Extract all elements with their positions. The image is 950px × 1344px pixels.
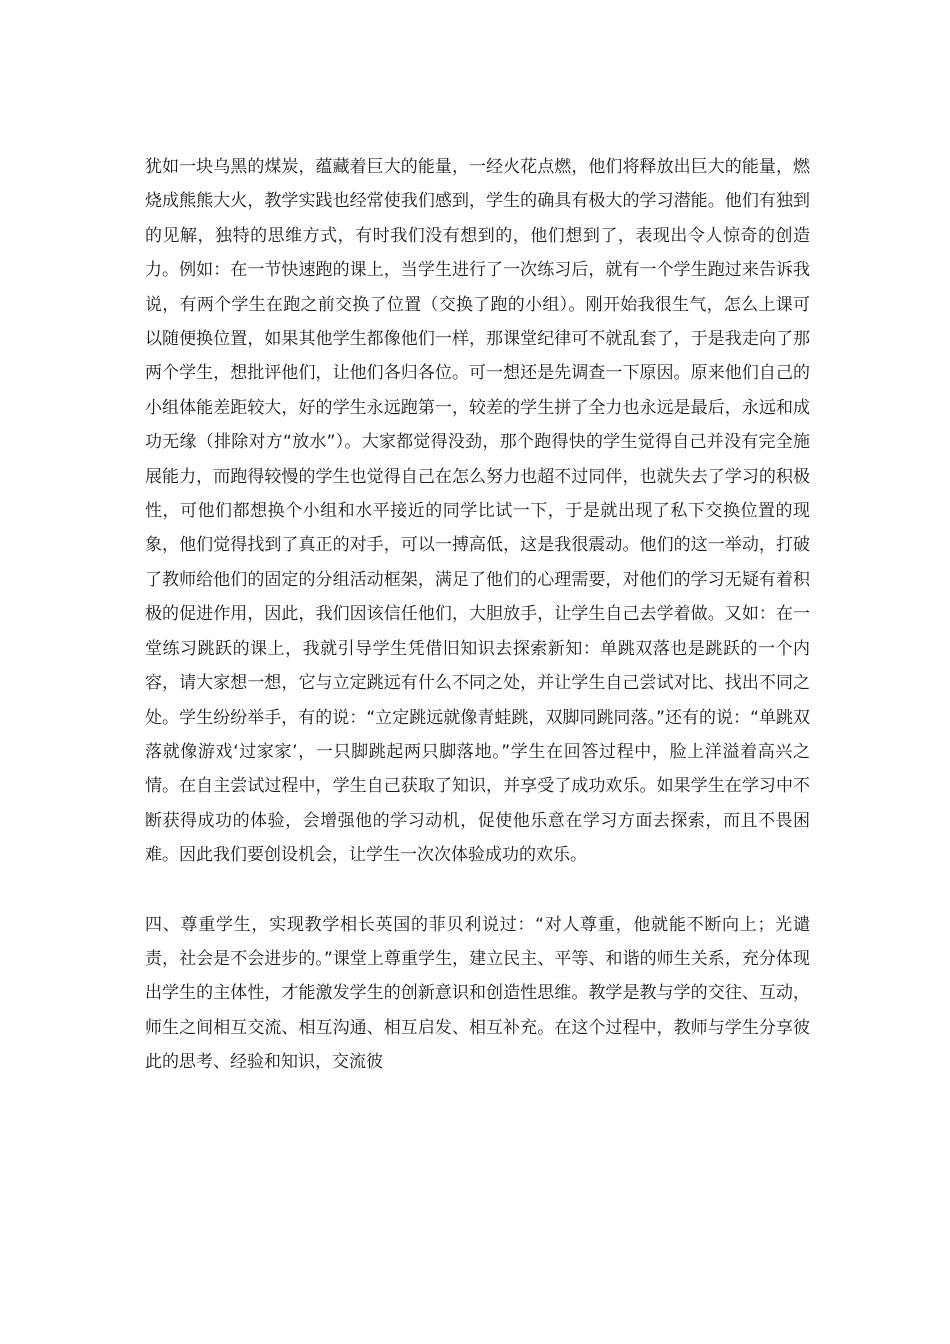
paragraph-respect-students: 四、尊重学生，实现教学相长英国的菲贝利说过：“对人尊重，他就能不断向上；光谴责，社会是不会进步的。”课堂上尊重学生，建立民主、平等、和谐的师生关系，充分体现出学生的主体性，才能激发学生的创新意识和创造性思维。教学是教与学的交往、互动，师生之间相互交流、相互沟通、相互启发、相互补充。在这个过程中，教师与学生分享彼此的思考、经验和知识，交流彼 bbox=[145, 914, 810, 1073]
document-body bbox=[145, 150, 810, 1080]
paragraph-student-potential: 犹如一块乌黑的煤炭，蕴藏着巨大的能量，一经火花点燃，他们将释放出巨大的能量，燃烧成熊熊大火，教学实践也经常使我们感到，学生的确具有极大的学习潜能。他们有独到的见解，独特的思维方式，有时我们没有想到的，他们想到了，表现出令人惊奇的创造力。例如：在一节快速跑的课上，当学生进行了一次练习后，就有一个学生跑过来告诉我说，有两个学生在跑之前交换了位置（交换了跑的小组）。刚开始我很生气，怎么上课可以随便换位置，如果其他学生都像他们一样，那课堂纪律可不就乱套了，于是我走向了那两个学生，想批评他们，让他们各归各位。可一想还是先调查一下原因。原来他们自己的小组体能差距较大，好的学生永远跑第一，较差的学生拼了全力也永远是最后，永远和成功无缘（排除对方“放水”）。大家都觉得没劲，那个跑得快的学生觉得自己并没有完全施展能力，而跑得较慢的学生也觉得自己在怎么努力也超不过同伴，也就失去了学习的积极性，可他们都想换个小组和水平接近的同学比试一下，于是就出现了私下交换位置的现象，他们觉得找到了真正的对手，可以一搏高低，这是我很震动。他们的这一举动，打破了教师给他们的固定的分组活动框架，满足了他们的心理需要，对他们的学习无疑有着积极的促进作用，因此，我们因该信任他们，大胆放手，让学生自己去学着做。又如：在一堂练习跳跃的课上，我就引导学生凭借旧知识去探索新知：单跳双落也是跳跃的一个内容，请大家想一想，它与立定跳远有什么不同之处，并让学生自己尝试对比、找出不同之处。学生纷纷举手，有的说：“立定跳远就像青蛙跳，双脚同跳同落。”还有的说：“单跳双落就像游戏‘过家家’，一只脚跳起两只脚落地。”学生在回答过程中，脸上洋溢着高兴之情。在自主尝试过程中，学生自己获取了知识，并享受了成功欢乐。如果学生在学习中不断获得成功的体验，会增强他的学习动机，促使他乐意在学习方面去探索，而且不畏困难。因此我们要创设机会，让学生一次次体验成功的欢乐。 bbox=[145, 157, 810, 866]
